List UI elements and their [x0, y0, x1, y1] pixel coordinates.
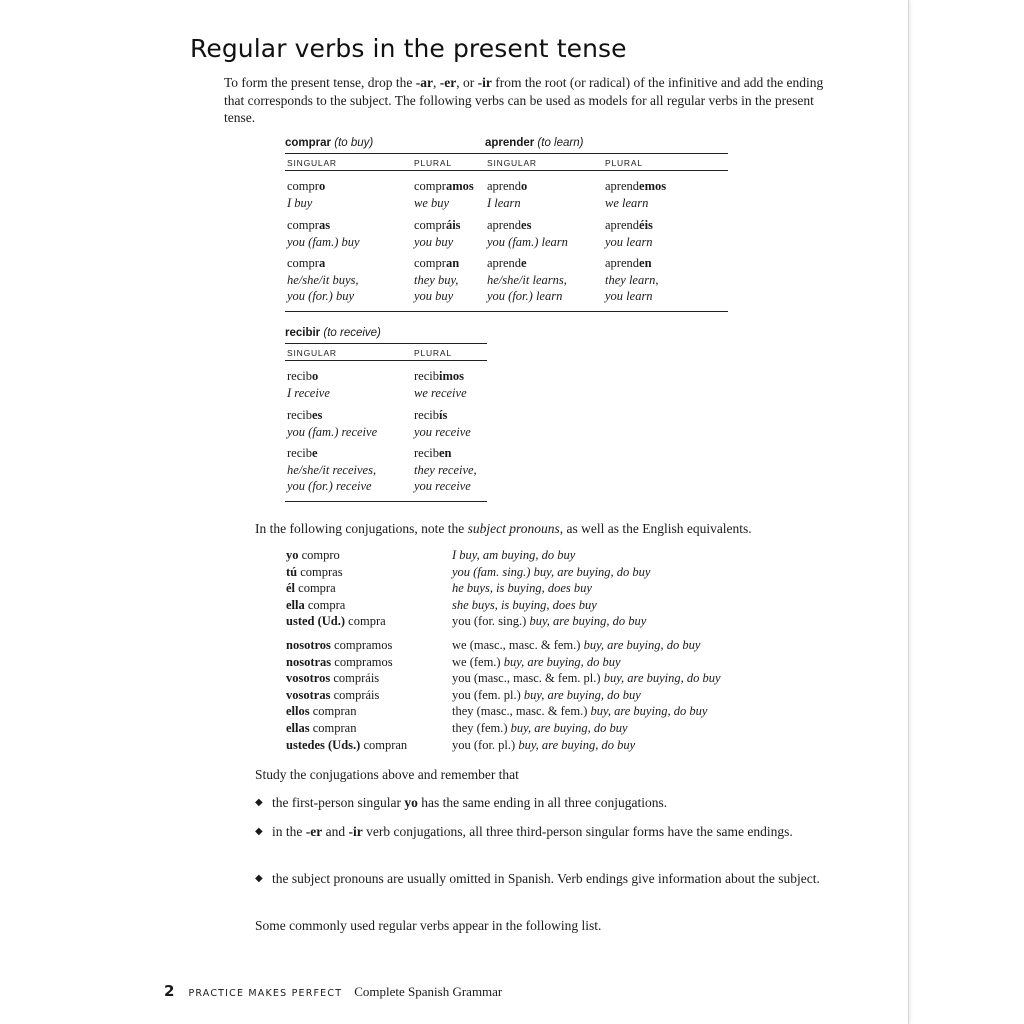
conjugation-english [452, 703, 707, 719]
conjugated-verb: compras [297, 564, 343, 579]
plural-form [605, 178, 666, 211]
verb-stem: aprend [487, 218, 522, 232]
english-meaning: he buys, is buying, does buy [452, 581, 592, 596]
verb-ending: es [311, 408, 323, 422]
verb-infinitive: aprender [485, 137, 535, 149]
spanish-form [414, 368, 467, 385]
conjugation-english [452, 654, 621, 670]
spanish-form [487, 255, 567, 272]
english-translation: they receive, [414, 462, 477, 477]
table-rule [285, 360, 487, 361]
english-translation: we learn [605, 195, 649, 210]
verb-stem: aprend [605, 218, 640, 232]
english-translation: you (fam.) learn [487, 234, 568, 249]
singular-header: SINGULAR [287, 348, 337, 358]
aprender-table [485, 137, 728, 313]
spanish-form [287, 407, 377, 424]
plural-form [414, 445, 477, 495]
conjugation-spanish [286, 687, 379, 703]
conjugated-verb: compran [360, 737, 408, 752]
english-translation: you (for.) learn [487, 289, 563, 303]
spanish-form [287, 217, 360, 234]
singular-header: SINGULAR [487, 158, 537, 168]
conjugation-spanish [286, 613, 386, 629]
verb-ending: e [311, 446, 318, 460]
verb-stem: aprend [487, 256, 522, 270]
closing-line: Some commonly used regular verbs appear in the following list. [255, 918, 602, 933]
conjugated-verb: compra [304, 597, 346, 612]
verb-ending: o [318, 179, 326, 193]
english-translation: you (for.) receive [287, 479, 372, 493]
plural-form [605, 217, 653, 250]
verb-stem: aprend [605, 256, 640, 270]
table-heading [485, 137, 583, 149]
conjugation-spanish [286, 637, 392, 653]
subject-pronoun: usted (Ud.) [286, 614, 346, 629]
english-translation: you buy [414, 289, 454, 303]
verb-stem: aprend [605, 179, 640, 193]
verb-stem: compr [414, 256, 446, 270]
conjugation-spanish [286, 564, 343, 580]
conjugated-verb: compran [309, 704, 357, 719]
verb-infinitive: recibir [285, 327, 321, 339]
english-translation: you (for.) buy [287, 289, 354, 303]
english-translation: we buy [414, 195, 450, 210]
subject-pronoun: ellos [286, 704, 310, 719]
singular-form [287, 178, 325, 211]
conjugation-lead: In the following conjugations, note the subject pronouns, as well as the English equivalents. [255, 521, 752, 536]
conjugation-english [452, 580, 592, 596]
conjugation-english [452, 564, 650, 580]
spanish-form [414, 445, 477, 462]
english-pronoun: you (fem. pl.) [452, 687, 524, 702]
english-translation: you (fam.) buy [287, 234, 360, 249]
english-meaning: buy, are buying, do buy [583, 638, 701, 652]
page-title: Regular verbs in the present tense [190, 34, 627, 63]
verb-ending: e [521, 256, 527, 270]
table-rule [485, 170, 728, 171]
verb-stem: recib [287, 408, 312, 422]
spanish-form [605, 255, 658, 272]
spanish-form [414, 178, 474, 195]
spanish-form [414, 255, 459, 272]
english-meaning: I buy, am buying, do buy [452, 548, 576, 562]
english-translation: he/she/it receives, [287, 462, 377, 477]
verb-stem: recib [414, 408, 439, 422]
singular-form [487, 217, 568, 250]
table-rule [485, 153, 728, 154]
table-rule [285, 343, 487, 344]
page-footer [164, 982, 502, 1001]
spanish-form [414, 407, 471, 424]
english-translation: you receive [414, 479, 471, 493]
plural-form [605, 255, 658, 305]
subject-pronoun: ella [286, 597, 305, 612]
conjugation-english [452, 547, 575, 563]
conjugated-verb: compra [295, 581, 336, 596]
singular-form [287, 368, 330, 401]
singular-form [287, 217, 360, 250]
verb-stem: recib [414, 369, 439, 383]
spanish-form [487, 217, 568, 234]
english-translation: we receive [414, 385, 467, 400]
diamond-bullet-icon: ◆ [255, 797, 263, 808]
english-meaning: buy, are buying, do buy [590, 704, 708, 719]
plural-header: PLURAL [414, 158, 452, 168]
english-meaning: buy, are buying, do buy [603, 671, 721, 686]
verb-gloss: (to learn) [537, 137, 584, 149]
singular-form [487, 255, 567, 305]
conjugation-english [452, 670, 721, 686]
english-meaning: you (fam. sing.) buy, are buying, do buy [452, 564, 651, 579]
plural-form [414, 368, 467, 401]
plural-form [414, 178, 474, 211]
table-rule [285, 311, 485, 312]
english-translation: you (fam.) receive [287, 424, 378, 439]
conjugation-english [452, 737, 635, 753]
plural-form [414, 407, 471, 440]
plural-form [414, 217, 461, 250]
conjugation-spanish [286, 580, 336, 596]
verb-stem: aprend [487, 179, 522, 193]
study-lead: Study the conjugations above and remember that [255, 767, 519, 782]
spanish-form [287, 445, 376, 462]
table-rule [285, 501, 487, 502]
verb-stem: compr [414, 179, 446, 193]
series-name: PRACTICE MAKES PERFECT [188, 988, 343, 999]
english-meaning: buy, are buying, do buy [503, 654, 621, 669]
conjugated-verb: compra [345, 614, 386, 629]
book-title: Complete Spanish Grammar [354, 984, 503, 999]
english-translation: he/she/it buys, [287, 272, 359, 287]
english-pronoun: they (masc., masc. & fem.) [452, 704, 591, 719]
english-pronoun: you (for. pl.) [452, 737, 519, 752]
subject-pronoun: él [286, 581, 296, 596]
conjugation-spanish [286, 703, 356, 719]
subject-pronoun: ustedes (Uds.) [286, 737, 361, 752]
subject-pronoun: ellas [286, 721, 310, 735]
english-translation: you learn [605, 289, 653, 303]
verb-ending: ís [438, 408, 448, 422]
english-translation: you buy [414, 234, 454, 249]
verb-stem: compr [287, 218, 319, 232]
table-heading [285, 137, 373, 149]
plural-header: PLURAL [605, 158, 643, 168]
singular-form [287, 255, 359, 305]
conjugation-spanish [286, 597, 345, 613]
subject-pronoun: yo [286, 548, 299, 562]
verb-gloss: (to receive) [323, 327, 381, 339]
english-pronoun: we (fem.) [452, 654, 504, 669]
conjugation-spanish [286, 737, 407, 753]
spanish-form [487, 178, 527, 195]
spanish-form [414, 217, 461, 234]
english-pronoun: you (for. sing.) [452, 614, 530, 629]
spanish-form [287, 178, 325, 195]
english-meaning: buy, are buying, do buy [510, 721, 628, 735]
verb-ending: an [445, 256, 460, 270]
subject-pronoun: vosotras [286, 687, 331, 702]
english-pronoun: they (fem.) [452, 721, 511, 735]
conjugation-spanish [286, 670, 379, 686]
verb-stem: compr [287, 179, 319, 193]
english-translation: I buy [287, 195, 313, 210]
english-pronoun: we (masc., masc. & fem.) [452, 638, 584, 652]
intro-paragraph: To form the present tense, drop the -ar, -er, or -ir from the root (or radical) of the infinitive and add the ending that corresponds to the subject. The following verbs can be used as models for all regular verbs in the present tense. [224, 75, 824, 125]
spanish-form [287, 368, 330, 385]
english-translation: he/she/it learns, [487, 272, 567, 287]
english-translation: I receive [287, 385, 330, 400]
table-rule [285, 170, 485, 171]
verb-ending: as [318, 218, 331, 232]
verb-infinitive: comprar [285, 137, 332, 149]
spanish-form [287, 255, 359, 272]
table-heading [285, 327, 381, 339]
verb-stem: compr [287, 256, 319, 270]
conjugated-verb: compro [298, 548, 340, 562]
conjugation-english [452, 687, 641, 703]
verb-ending: áis [445, 218, 461, 232]
verb-stem: compr [414, 218, 446, 232]
english-meaning: buy, are buying, do buy [518, 737, 636, 752]
english-translation: they learn, [605, 272, 659, 287]
conjugated-verb: compráis [330, 687, 380, 702]
verb-ending: amos [445, 179, 474, 193]
singular-form [287, 407, 377, 440]
english-translation: you receive [414, 424, 471, 439]
conjugation-spanish [286, 654, 393, 670]
conjugation-spanish [286, 720, 356, 736]
conjugation-spanish [286, 547, 340, 563]
verb-ending: en [639, 256, 652, 270]
spanish-form [605, 217, 653, 234]
conjugation-english [452, 613, 646, 629]
verb-ending: o [521, 179, 528, 193]
english-pronoun: you (masc., masc. & fem. pl.) [452, 671, 604, 686]
verb-stem: recib [414, 446, 439, 460]
english-translation: you learn [605, 234, 653, 249]
verb-gloss: (to buy) [334, 137, 374, 149]
verb-ending: éis [639, 218, 653, 232]
page-number: 2 [164, 982, 175, 1000]
verb-ending: o [311, 369, 319, 383]
subject-pronoun: nosotros [286, 638, 331, 652]
recibir-table [285, 327, 487, 503]
english-translation: they buy, [414, 272, 459, 287]
english-meaning: buy, are buying, do buy [523, 687, 641, 702]
verb-ending: emos [639, 179, 667, 193]
bullet-text: in the -er and -ir verb conjugations, all three third-person singular forms have the same endings. [272, 824, 793, 839]
english-meaning: buy, are buying, do buy [529, 614, 647, 629]
plural-form [414, 255, 459, 305]
singular-form [487, 178, 527, 211]
verb-ending: en [438, 446, 452, 460]
plural-header: PLURAL [414, 348, 452, 358]
conjugated-verb: compráis [330, 671, 380, 686]
conjugation-english [452, 637, 700, 653]
diamond-bullet-icon: ◆ [255, 826, 263, 837]
conjugation-english [452, 597, 597, 613]
table-rule [485, 311, 728, 312]
bullet-text: the first-person singular yo has the same ending in all three conjugations. [272, 795, 668, 810]
subject-pronoun: nosotras [286, 654, 332, 669]
subject-pronoun: tú [286, 564, 298, 579]
comprar-table [285, 137, 485, 313]
verb-ending: es [521, 218, 532, 232]
verb-ending: imos [438, 369, 464, 383]
table-rule [285, 153, 485, 154]
subject-pronoun: vosotros [286, 671, 331, 686]
conjugated-verb: compran [309, 721, 357, 735]
conjugation-english [452, 720, 628, 736]
english-meaning: she buys, is buying, does buy [452, 597, 597, 612]
spanish-form [605, 178, 666, 195]
conjugated-verb: compramos [331, 654, 393, 669]
singular-form [287, 445, 376, 495]
english-translation: I learn [487, 195, 521, 210]
singular-header: SINGULAR [287, 158, 337, 168]
verb-stem: recib [287, 446, 312, 460]
diamond-bullet-icon: ◆ [255, 873, 263, 884]
conjugated-verb: compramos [330, 638, 393, 652]
bullet-text: the subject pronouns are usually omitted in Spanish. Verb endings give information about the subject. [272, 871, 820, 886]
verb-ending: a [318, 256, 326, 270]
verb-stem: recib [287, 369, 312, 383]
